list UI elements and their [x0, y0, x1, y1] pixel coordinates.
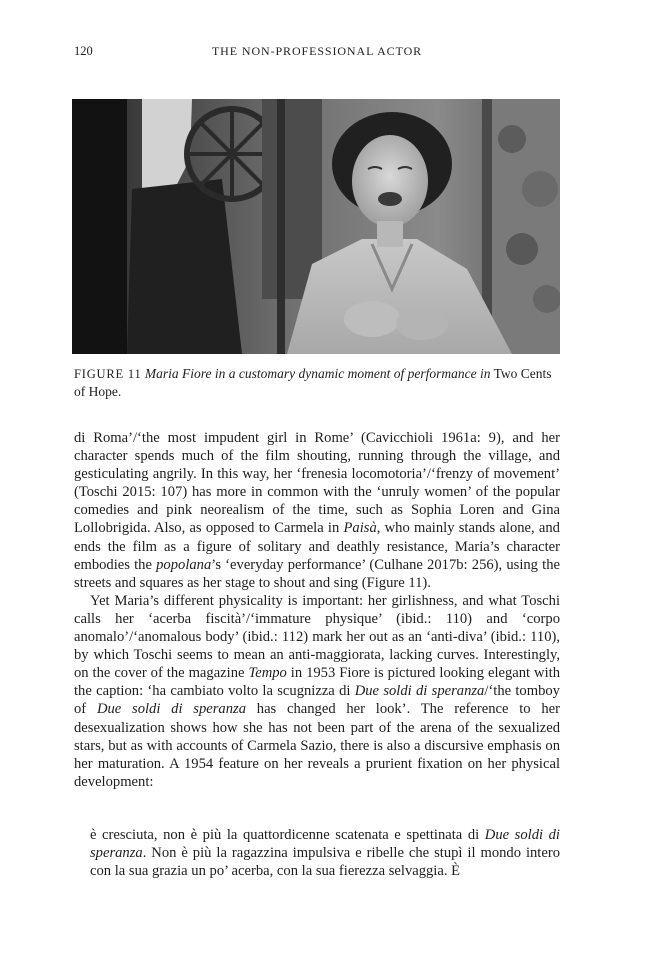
figure-photo	[72, 99, 560, 354]
italic-title: Tempo	[248, 665, 287, 682]
figure-label: FIGURE 11	[74, 367, 142, 381]
paragraph-1	[74, 429, 560, 592]
italic-title: Due soldi di speranza	[96, 701, 246, 718]
film-still-image	[72, 99, 560, 354]
italic-title: Paisà	[343, 520, 377, 537]
italic-title: Due soldi di speranza	[90, 827, 560, 862]
text-run: ’s ‘everyday performance’ (Culhane 2017b: 256), using the streets and squares as her stage to shout and sing (Figure 11).	[74, 556, 560, 591]
caption-text: Maria Fiore in a customary dynamic moment of performance in	[144, 366, 491, 381]
figure-caption	[74, 365, 562, 401]
italic-term: popolana	[156, 556, 212, 573]
running-header	[74, 44, 560, 64]
paragraph-2	[74, 592, 560, 791]
block-quote	[90, 826, 560, 880]
text-run: /‘the tomboy of	[74, 683, 560, 718]
text-run: è cresciuta, non è più la quattordicenne scatenata e spettinata di	[90, 827, 485, 843]
page-number: 120	[74, 44, 93, 58]
running-head-title: THE NON-PROFESSIONAL ACTOR	[211, 44, 423, 58]
body-text	[74, 429, 560, 791]
text-run: in 1953 Fiore is pictured looking elegant with the caption: ‘ha cambiato volto la scugnizza di	[74, 665, 560, 700]
text-run: . Non è più la ragazzina impulsiva e ribelle che stupì il mondo intero con la sua grazia un po’ acerba, con la sua fierezza selvaggia. È	[90, 845, 560, 880]
text-run: di Roma’/‘the most impudent girl in Rome’ (Cavicchioli 1961a: 9), and her character spends much of the film shouting, running through the village, and gesticulating angrily. In this way, her ‘frenesia locomotoria’/‘frenzy of movement’ (Toschi 2015: 107) has more in common with the ‘unruly women’ of the popular comedies and pink neorealism of the time, such as Sophia Loren and Gina Lollobrigida. Also, as opposed to Carmela in	[74, 430, 560, 537]
quote-paragraph	[90, 826, 560, 880]
text-run: has changed her look’. The reference to her desexualization shows how she has not been part of the arena of the sexualized stars, but as with accounts of Carmela Sazio, there is also a discursive emphasis on her maturation. A 1954 feature on her reveals a prurient fixation on her physical development:	[74, 701, 560, 790]
italic-title: Due soldi di speranza	[354, 683, 485, 700]
caption-film-title: Two Cents of Hope.	[74, 366, 552, 399]
text-run: , who mainly stands alone, and ends the film as a figure of solitary and deathly resistance, Maria’s character embodies the	[74, 520, 560, 573]
text-run: Yet Maria’s different physicality is important: her girlishness, and what Toschi calls her ‘acerba fiscità’/‘immature physique’ (ibid.: 110) and ‘corpo anomalo’/‘anomalous body’ (ibid.: 112) mark her out as an ‘anti-diva’ (ibid.: 110), by which Toschi seems to mean an anti-maggiorata, lacking curves. Interestingly, on the cover of the magazine	[74, 592, 560, 682]
